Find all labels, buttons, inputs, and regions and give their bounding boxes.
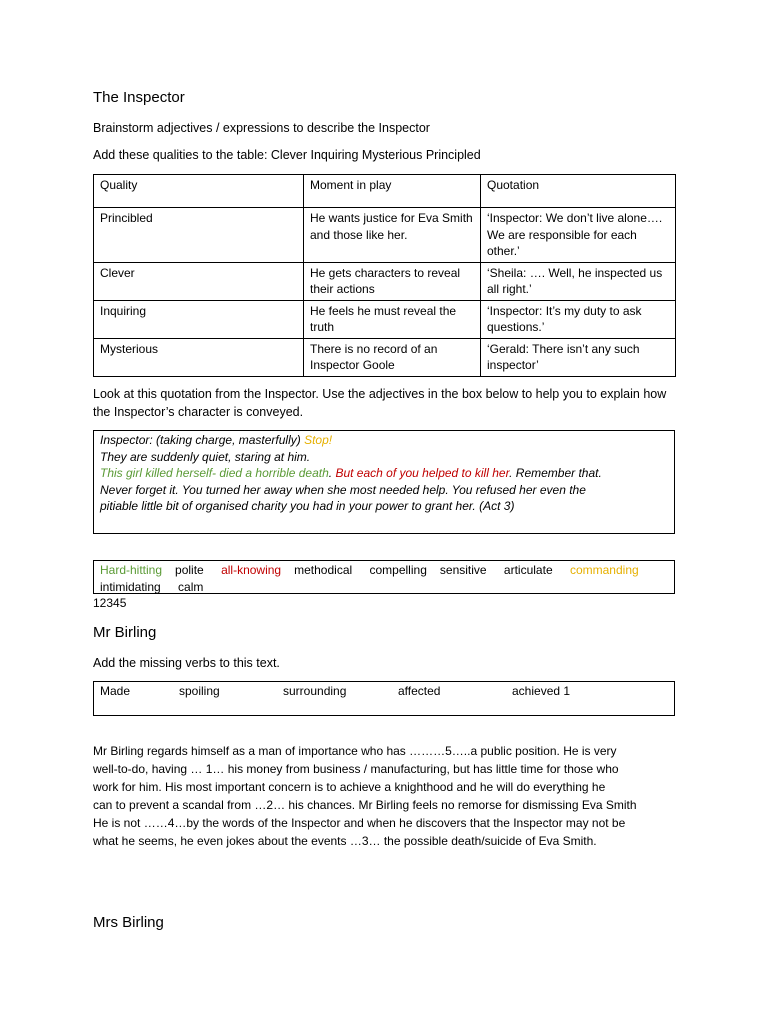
- adjective-box: [93, 560, 675, 594]
- instruction-missing-verbs: Add the missing verbs to this text.: [93, 656, 280, 670]
- table-row: [94, 208, 676, 263]
- header-moment: Moment in play: [304, 175, 481, 208]
- header-quotation: Quotation: [481, 175, 676, 208]
- quote-line-4: Never forget it. You turned her away when she most needed help. You refused her even the: [100, 482, 586, 497]
- adjective: calm: [178, 579, 204, 594]
- verb: affected: [398, 684, 441, 698]
- table-cell: He gets characters to reveal their actions: [304, 262, 481, 300]
- paragraph-line: work for him. His most important concern is to achieve a knighthood and he will do everything he: [93, 780, 606, 794]
- table-row: [94, 300, 676, 338]
- adjective: Hard-hitting: [100, 563, 163, 577]
- table-cell: He wants justice for Eva Smith and those like her.: [304, 208, 481, 263]
- paragraph-line: Mr Birling regards himself as a man of importance who has ………5…..a public position. He is very: [93, 744, 617, 758]
- paragraph-line: well-to-do, having … 1… his money from business / manufacturing, but has little time for those who: [93, 762, 619, 776]
- verb: Made: [100, 684, 131, 698]
- verbs-box: [93, 681, 675, 716]
- adjective: articulate: [503, 563, 553, 577]
- quote-line-3: This girl killed herself- died a horrible death. But each of you helped to kill her. Remember that.: [100, 466, 602, 480]
- qualities-table: [93, 174, 676, 377]
- adjective: compelling: [369, 563, 427, 577]
- quote-line-2: They are suddenly quiet, staring at him.: [100, 449, 311, 464]
- adjective-list: [100, 562, 672, 595]
- table-cell: Inquiring: [94, 300, 304, 338]
- table-cell: He feels he must reveal the truth: [304, 300, 481, 338]
- quotation-text: [100, 432, 670, 515]
- adjective: methodical: [294, 563, 353, 577]
- table-cell: There is no record of an Inspector Goole: [304, 338, 481, 376]
- table-row: [94, 262, 676, 300]
- table-cell: ‘Inspector: We don’t live alone…. We are responsible for each other.’: [481, 208, 676, 263]
- table-cell: Princibled: [94, 208, 304, 263]
- verb: achieved 1: [512, 684, 571, 698]
- table-cell: Clever: [94, 262, 304, 300]
- quote-line-5: pitiable little bit of organised charity you had in your power to grant her. (Act 3): [100, 499, 515, 513]
- birling-paragraph: [93, 742, 693, 850]
- number-line: 12345: [93, 596, 127, 610]
- paragraph-line: can to prevent a scandal from …2… his chances. Mr Birling feels no remorse for dismissing Eva Smith: [93, 798, 637, 812]
- quote-instruction: Look at this quotation from the Inspector. Use the adjectives in the box below to help you to explain how the Inspector’s character is conveyed.: [93, 387, 667, 419]
- instruction-brainstorm: Brainstorm adjectives / expressions to describe the Inspector: [93, 121, 430, 135]
- table-row: [94, 338, 676, 376]
- adjective: intimidating: [100, 579, 161, 594]
- quotation-box: [93, 430, 675, 534]
- adjective: all-knowing: [221, 563, 282, 577]
- table-cell: ‘Inspector: It’s my duty to ask questions.’: [481, 300, 676, 338]
- section-title-mr-birling: Mr Birling: [93, 624, 157, 641]
- table-cell: ‘Sheila: …. Well, he inspected us all right.’: [481, 262, 676, 300]
- table-header-row: [94, 175, 676, 208]
- instruction-add-qualities: Add these qualities to the table: Clever Inquiring Mysterious Principled: [93, 148, 481, 162]
- header-quality: Quality: [94, 175, 304, 208]
- table-cell: Mysterious: [94, 338, 304, 376]
- paragraph-line: what he seems, he even jokes about the events …3… the possible death/suicide of Eva Smith.: [93, 834, 597, 848]
- quote-line-1: Inspector: (taking charge, masterfully) Stop!: [100, 433, 333, 447]
- adjective: sensitive: [439, 563, 487, 577]
- section-title-mrs-birling: Mrs Birling: [93, 914, 164, 931]
- verb: surrounding: [283, 684, 347, 698]
- verb: spoiling: [179, 684, 220, 698]
- adjective: polite: [175, 563, 204, 577]
- paragraph-line: He is not ……4…by the words of the Inspector and when he discovers that the Inspector may not be: [93, 816, 626, 830]
- table-cell: ‘Gerald: There isn’t any such inspector’: [481, 338, 676, 376]
- adjective: commanding: [569, 563, 639, 577]
- section-title-inspector: The Inspector: [93, 89, 185, 106]
